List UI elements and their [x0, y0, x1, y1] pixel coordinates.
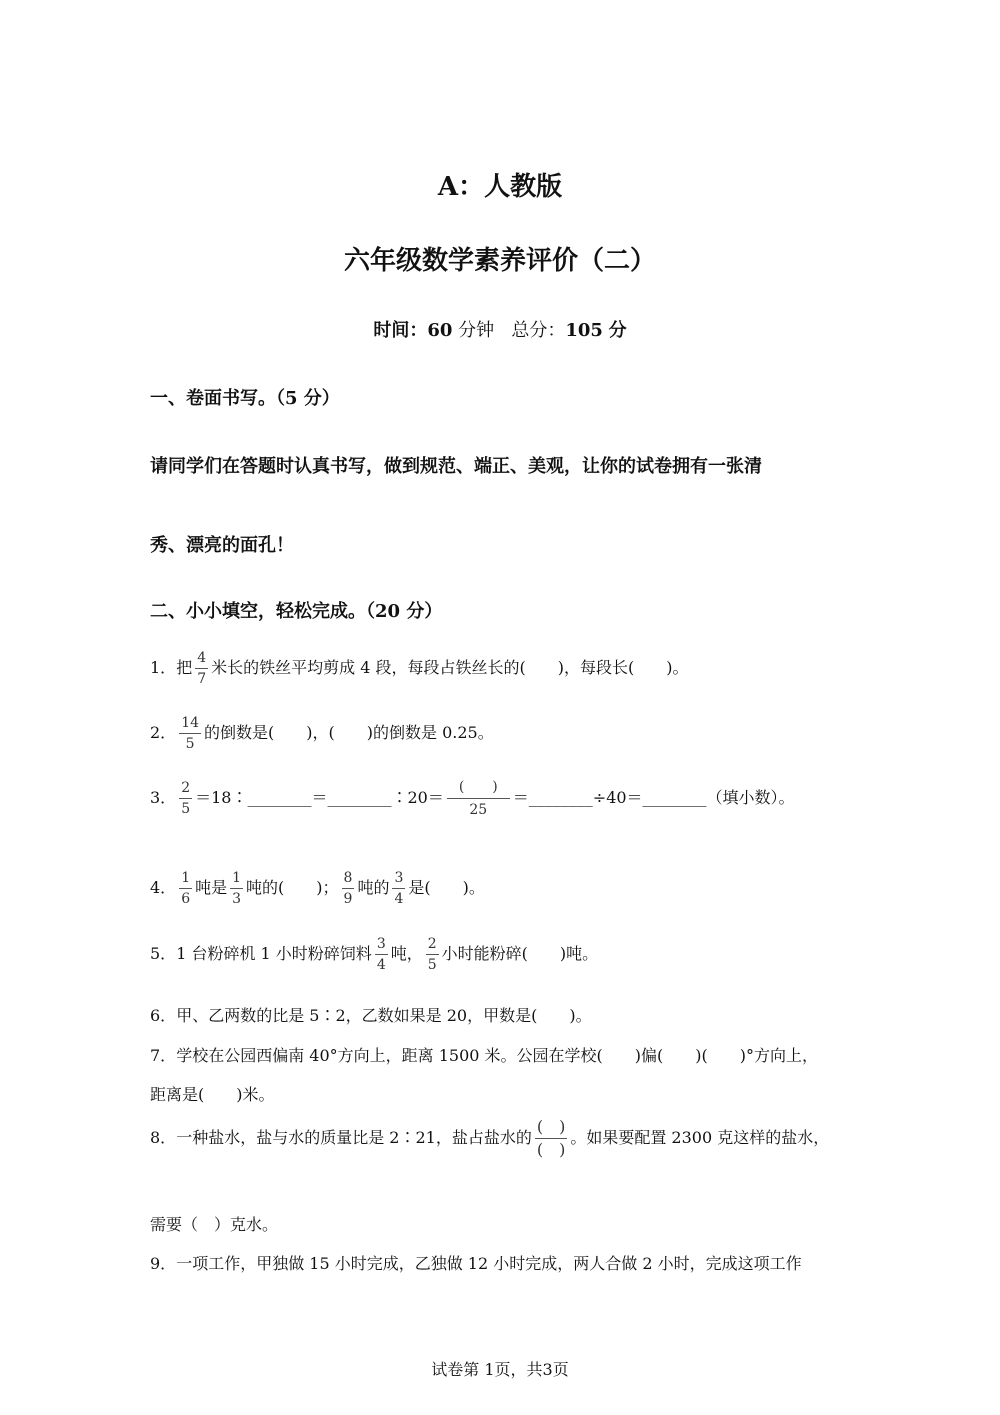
fraction: $\frac{1}{3}$: [232, 870, 242, 907]
question-number: 8．: [150, 1128, 177, 1147]
page-title: 六年级数学素养评价（二）: [343, 246, 656, 276]
fraction: $\frac{3}{4}$: [376, 936, 386, 973]
question-text: 把: [176, 658, 193, 677]
fraction: $\frac{4}{7}$: [197, 650, 207, 687]
page-footer: 试卷第 1页，共3页: [431, 1360, 569, 1379]
score-unit: 分: [608, 320, 627, 341]
instruction-line-1: 请同学们在答题时认真书写，做到规范、端正、美观，让你的试卷拥有一张清: [150, 456, 762, 477]
exam-meta: [0, 316, 1000, 342]
question-5: [150, 937, 598, 972]
question-text: 米长的铁丝平均剪成 4 段，每段占铁丝长的( )，每段长( )。: [211, 658, 689, 677]
question-text: 一项工作，甲独做 15 小时完成，乙独做 12 小时完成，两人合做 2 小时，完成这项工作: [176, 1254, 802, 1273]
fraction: $\frac{8}{9}$: [343, 870, 353, 907]
question-text: 学校在公园西偏南 40°方向上，距离 1500 米。公园在学校( )偏( )( )°方向上，: [176, 1046, 818, 1065]
section-heading-2: 二、小小填空，轻松完成。（20 分）: [150, 601, 443, 622]
question-text: ＝________÷40＝________（填小数）。: [512, 788, 795, 807]
question-text: ＝18∶________＝________∶20＝: [195, 788, 444, 807]
question-text: 1 台粉碎机 1 小时粉碎饲料: [176, 944, 372, 963]
question-number: 9．: [150, 1254, 177, 1273]
fraction-blank[interactable]: $\frac{( )}{( )}$: [536, 1117, 566, 1159]
time-value: 60: [427, 320, 453, 341]
question-7: [150, 1043, 818, 1066]
question-3: [150, 780, 795, 817]
edition-title: A：人教版: [437, 172, 563, 202]
question-number: 1．: [150, 658, 177, 677]
question-8-line-2: 需要（ ）克水。: [150, 1215, 279, 1234]
question-number: 2．: [150, 723, 177, 742]
question-4: [150, 871, 485, 906]
question-text: 小时能粉碎( )吨。: [441, 944, 599, 963]
section-heading-1: 一、卷面书写。（5 分）: [150, 388, 340, 409]
question-8: [150, 1119, 829, 1158]
question-number: 4．: [150, 878, 177, 897]
question-text: 一种盐水，盐与水的质量比是 2∶21，盐占盐水的: [176, 1128, 532, 1147]
question-number: 7．: [150, 1046, 177, 1065]
question-text: 吨的( )；: [246, 878, 339, 897]
question-1: [150, 651, 688, 686]
question-6: [150, 1003, 592, 1026]
question-9: [150, 1251, 802, 1274]
score-label: 总分：: [511, 320, 566, 341]
score-value: 105: [565, 320, 603, 341]
time-label: 时间：: [373, 320, 428, 341]
question-text: 的倒数是( )，( )的倒数是 0.25。: [204, 723, 494, 742]
fraction: $\frac{1}{6}$: [181, 870, 191, 907]
question-text: 甲、乙两数的比是 5∶2，乙数如果是 20，甲数是( )。: [176, 1006, 592, 1025]
question-text: 吨的: [357, 878, 390, 897]
question-text: 吨，: [390, 944, 423, 963]
question-number: 5．: [150, 944, 177, 963]
fraction: $\frac{14}{5}$: [181, 715, 200, 752]
question-7-line-2: 距离是( )米。: [150, 1085, 275, 1104]
question-2: [150, 716, 494, 751]
fraction: $\frac{2}{5}$: [181, 780, 191, 817]
time-unit: 分钟: [458, 320, 495, 341]
question-number: 6．: [150, 1006, 177, 1025]
question-text: 是( )。: [408, 878, 485, 897]
fraction-blank[interactable]: $\frac{( )}{25}$: [447, 780, 510, 817]
instruction-line-2: 秀、漂亮的面孔！: [150, 535, 294, 556]
question-text: 。如果要配置 2300 克这样的盐水，: [570, 1128, 830, 1147]
question-text: 吨是: [195, 878, 228, 897]
question-number: 3．: [150, 788, 177, 807]
fraction: $\frac{2}{5}$: [427, 936, 437, 973]
fraction: $\frac{3}{4}$: [394, 870, 404, 907]
